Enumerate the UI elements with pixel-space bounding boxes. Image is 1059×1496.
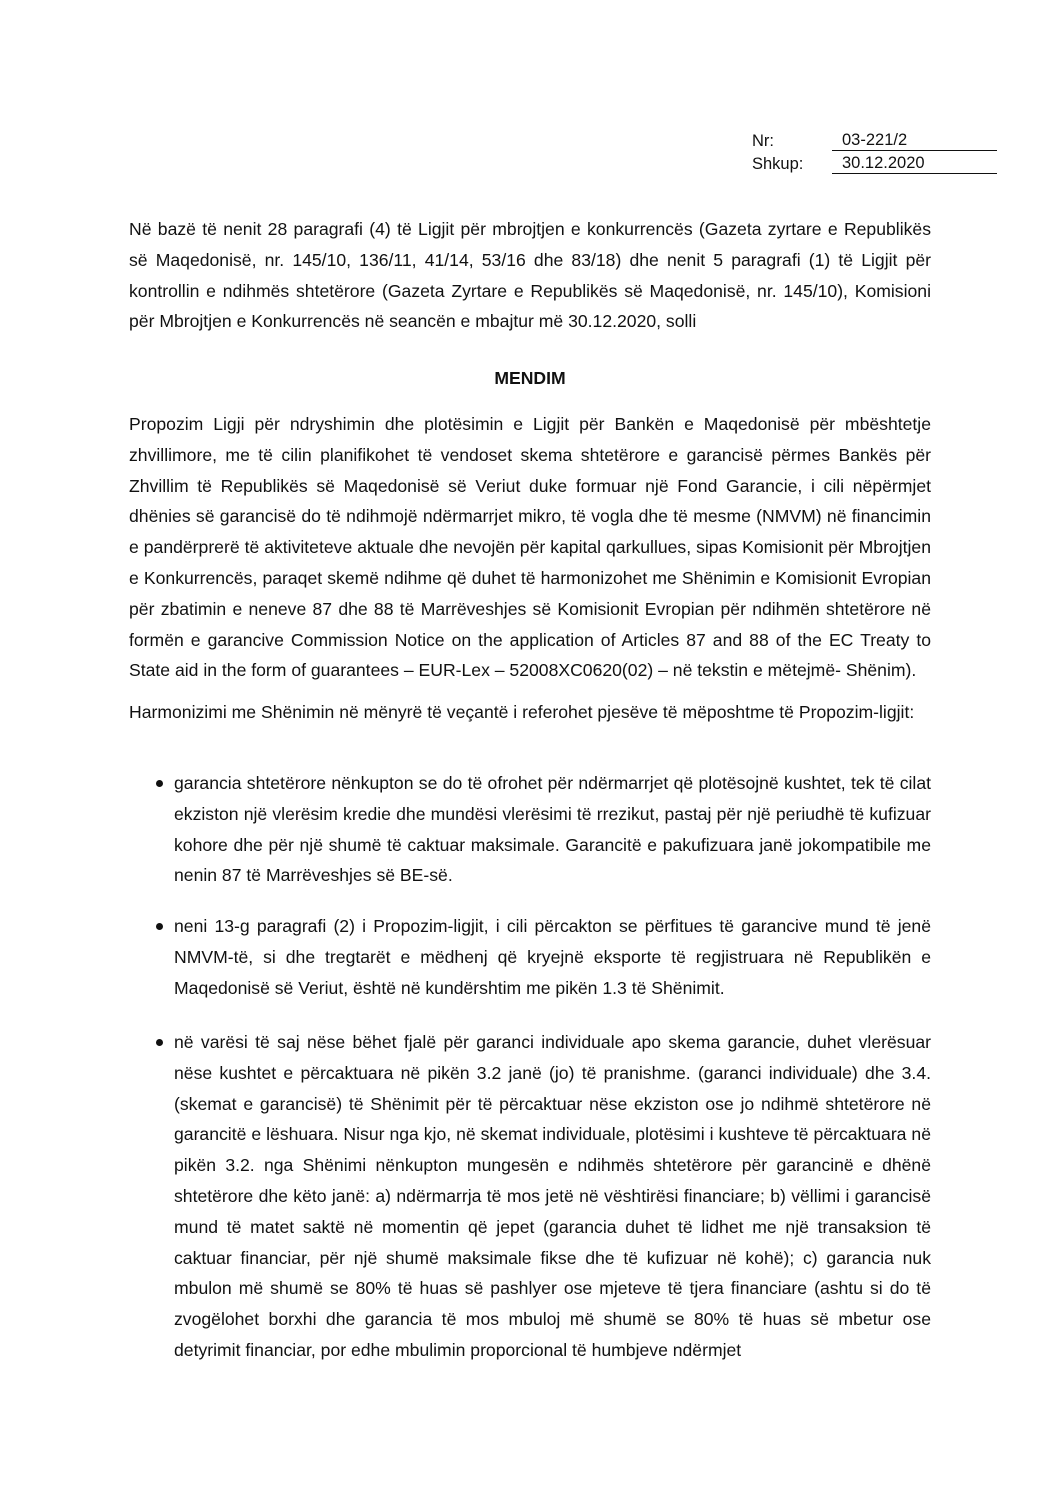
- bullet-icon: [156, 923, 163, 930]
- reference-date-row: [752, 151, 997, 174]
- place-label: Shkup:: [752, 155, 804, 173]
- bullet-text: neni 13-g paragrafi (2) i Propozim-ligjit, i cili përcakton se përfitues të garancive mund të jenë NMVM-të, si dhe tregtarët e mëdhenj që kryejnë eksporte të regjistruara në Republikën e Maqedonisë së Veriut, është në kundërshtim me pikën 1.3 të Shënimit.: [174, 916, 931, 998]
- document-title: MENDIM: [494, 368, 566, 388]
- reference-block: [752, 128, 997, 174]
- bullet-text: në varësi të saj nëse bëhet fjalë për garanci individuale apo skema garancie, duhet vlerësuar nëse kushtet e përcaktuara në pikën 3.2 janë (jo) të pranishme. (garanci individuale) dhe 3.4. (skemat e garancisë) të Shënimit për të përcaktuar nëse ekziston ose jo ndihmë shtetërore në garancitë e lëshuara. Nisur nga kjo, në skemat individuale, plotësimi i kushteve të përcaktuara në pikën 3.2. nga Shënimi nënkupton mungesën e ndihmës shtetërore për garancinë e dhënë shtetërore dhe këto janë: a) ndërmarrja të mos jetë në vështirësi financiare; b) vëllimi i garancisë mund të matet saktë në momentin që jepet (garancia duhet të lidhet me një transaksion të caktuar financiar, për një shumë maksimale fikse dhe të kufizuar në kohë); c) garancia nuk mbulon më shumë se 80% të huas së pashlyer ose mjeteve të tjera financiare (ashtu si do të zvogëlohet borxhi dhe garancia të mos mbuloj më shumë se 80% të huas së mbetur ose detyrimit financiar, por edhe mbulimin proporcional të humbjeve ndërmjet: [174, 1032, 931, 1360]
- reference-number-row: [752, 128, 997, 151]
- intro-paragraph: Në bazë të nenit 28 paragrafi (4) të Ligjit për mbrojtjen e konkurrencës (Gazeta zyrtare e Republikës së Maqedonisë, nr. 145/10, 136/11, 41/14, 53/16 dhe 83/18) dhe nenit 5 paragrafi (1) të Ligjit për kontrollin e ndihmës shtetërore (Gazeta Zyrtare e Republikës së Maqedonisë, nr. 145/10), Komisioni për Mbrojtjen e Konkurrencës në seancën e mbajtur më 30.12.2020, solli: [129, 219, 931, 332]
- number-value: 03-221/2: [832, 131, 997, 151]
- bullet-icon: [156, 780, 163, 787]
- bullet-icon: [156, 1039, 163, 1046]
- bullet-item: [174, 768, 931, 891]
- bullet-text: garancia shtetërore nënkupton se do të ofrohet për ndërmarrjet që plotësojnë kushtet, tek të cilat ekziston një vlerësim kredie dhe mundësi vlerësimi të rrezikut, pastaj për një periudhë të kufizuar kohore dhe për një shumë të caktuar maksimale. Garancitë e pakufizuara janë jokompatibile me nenin 87 të Marrëveshjes së BE-së.: [174, 773, 931, 886]
- bullet-item: [174, 911, 931, 1003]
- bullet-item: [174, 1027, 931, 1366]
- opinion-paragraph: Propozim Ligji për ndryshimin dhe plotësimin e Ligjit për Bankën e Maqedonisë për mbështetje zhvillimore, me të cilin planifikohet të vendoset skema shtetërore e garancisë përmes Bankës për Zhvillim të Republikës së Maqedonisë së Veriut duke formuar një Fond Garancie, i cili nëpërmjet dhënies së garancisë do të ndihmojë ndërmarrjet mikro, të vogla dhe të mesme (NMVM) në financimin e pandërprerë të aktiviteteve aktuale dhe nevojën për kapital qarkullues, sipas Komisionit për Mbrojtjen e Konkurrencës, paraqet skemë ndihme që duhet të harmonizohet me Shënimin e Komisionit Evropian për zbatimin e neneve 87 dhe 88 të Marrëveshjes së Komisionit Evropian për ndihmën shtetërore në formën e garancive Commission Notice on the application of Articles 87 and 88 of the EC Treaty to State aid in the form of guarantees – EUR-Lex – 52008XC0620(02) – në tekstin e mëtejmë- Shënim).: [129, 414, 931, 681]
- date-value: 30.12.2020: [832, 154, 997, 174]
- number-label: Nr:: [752, 132, 774, 150]
- harmonization-paragraph: Harmonizimi me Shënimin në mënyrë të veçantë i referohet pjesëve të mëposhtme të Propozim-ligjit:: [129, 702, 915, 722]
